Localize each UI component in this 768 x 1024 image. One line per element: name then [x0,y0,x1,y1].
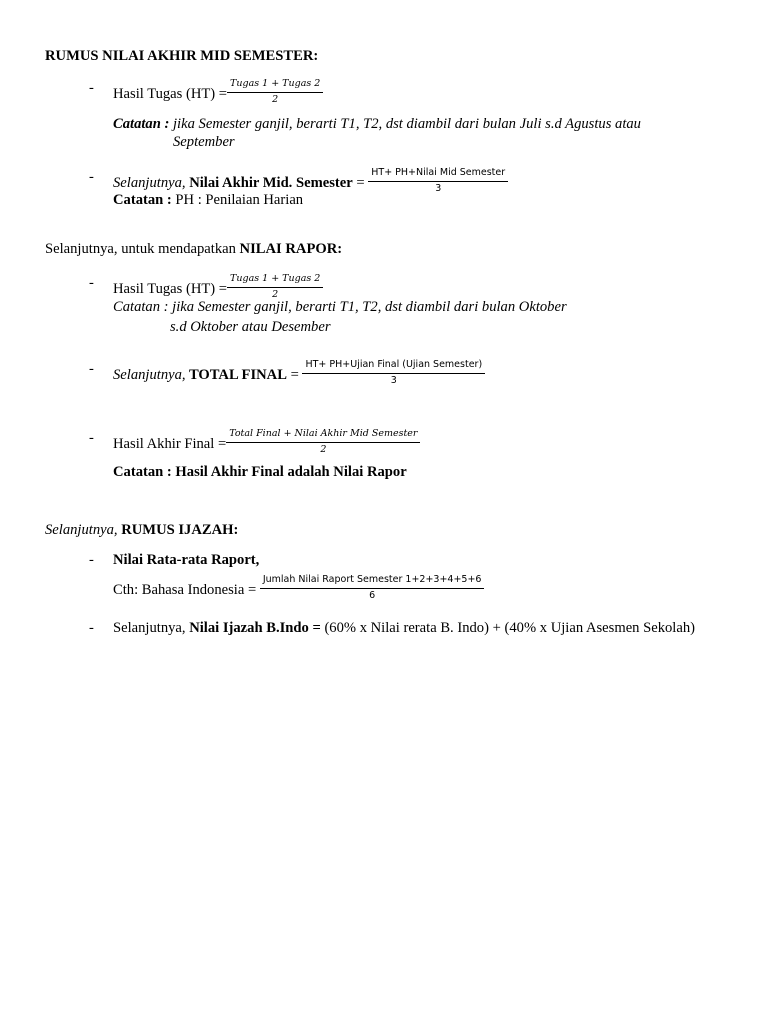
equals-sign: = [286,366,303,383]
rapor-note-line1: Catatan : jika Semester ganjil, berarti T1, T2, dst diambil dari bulan Oktober [113,299,567,315]
mid-heading: RUMUS NILAI AKHIR MID SEMESTER: [45,48,319,64]
rapor-akhir-fraction [226,429,420,456]
ijazah-final-label: Nilai Ijazah B.Indo = [189,620,325,636]
note-label: Catatan : [113,464,172,480]
rapor-total-fraction [302,360,485,387]
fraction-numerator: Jumlah Nilai Raport Semester 1+2+3+4+5+6 [260,575,485,589]
ijazah-rata-row [113,574,484,604]
note-text: jika Semester ganjil, berarti T1, T2, dst diambil dari bulan Juli s.d Agustus atau [169,116,641,132]
mid-final-fraction [368,168,508,195]
bullet-dash: - [89,169,94,185]
rapor-intro: Selanjutnya, untuk mendapatkan [45,241,240,257]
fraction-denominator: 3 [435,182,442,194]
mid-ht-row [113,78,323,108]
fraction-denominator: 2 [320,443,327,455]
bullet-dash: - [89,361,94,377]
fraction-numerator: Tugas 1 + Tugas 2 [227,79,323,93]
ijazah-final-formula: (60% x Nilai rerata B. Indo) + (40% x Ujian Asesmen Sekolah) [324,620,695,636]
note-label: Catatan : [113,116,170,132]
ijazah-final-row [113,621,695,636]
fraction-numerator: HT+ PH+Nilai Mid Semester [368,168,508,182]
bullet-dash: - [89,620,94,636]
fraction-denominator: 2 [272,93,279,105]
ijazah-heading: RUMUS IJAZAH: [117,522,239,538]
mid-ht-fraction [227,79,323,106]
rapor-heading-line [45,242,342,257]
fraction-numerator: Total Final + Nilai Akhir Mid Semester [226,429,420,443]
note-text: PH : Penilaian Harian [171,192,304,208]
note-text: Hasil Akhir Final adalah Nilai Rapor [171,464,407,480]
rapor-total-prefix: Selanjutnya, [113,366,186,383]
bullet-dash: - [89,275,94,291]
fraction-denominator: 6 [369,589,376,601]
ijazah-rata-label: Cth: Bahasa Indonesia = [113,581,260,598]
equals-sign: = [352,174,369,191]
rapor-ht-label: Hasil Tugas (HT) = [113,280,228,297]
ijazah-rata-fraction [260,575,485,602]
bullet-dash: - [89,552,94,568]
fraction-numerator: Tugas 1 + Tugas 2 [227,274,323,288]
mid-note2 [113,193,303,208]
rapor-heading: NILAI RAPOR: [239,241,343,257]
rapor-ht-fraction [227,274,323,301]
rapor-total-row [113,359,485,389]
mid-ht-label: Hasil Tugas (HT) = [113,85,228,102]
rapor-note2 [113,465,407,480]
bullet-dash: - [89,430,94,446]
ijazah-prefix: Selanjutnya, [45,522,118,538]
fraction-numerator: HT+ PH+Ujian Final (Ujian Semester) [302,360,485,374]
ijazah-rata-title: Nilai Rata-rata Raport, [113,552,260,568]
ijazah-heading-line [45,523,238,538]
mid-final-prefix: Selanjutnya, [113,174,186,191]
fraction-denominator: 3 [390,374,397,386]
rapor-total-label: TOTAL FINAL [185,366,287,383]
rapor-akhir-row [113,428,420,458]
mid-note1 [113,117,641,132]
bullet-dash: - [89,80,94,96]
mid-note1-cont: September [173,134,235,150]
rapor-note-line2: s.d Oktober atau Desember [170,319,331,335]
fraction-denominator: 2 [272,288,279,300]
rapor-akhir-label: Hasil Akhir Final = [113,435,227,452]
mid-final-label: Nilai Akhir Mid. Semester [185,174,353,191]
note-label: Catatan : [113,192,172,208]
ijazah-final-prefix: Selanjutnya, [113,620,190,636]
